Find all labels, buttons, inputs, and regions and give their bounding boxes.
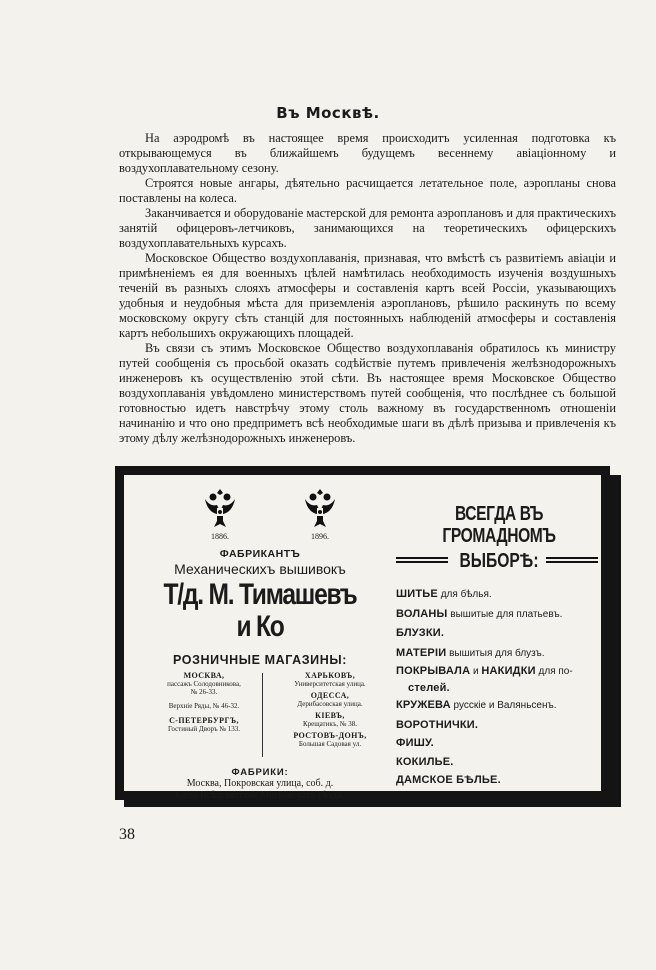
store-address: пассажъ Солодовникова,: [167, 680, 241, 688]
slogan-top: ВСЕГДА ВЪ ГРОМАДНОМЪ: [442, 503, 556, 547]
decorative-rule-right: [546, 557, 598, 566]
goods-item: ВОЛАНЫ вышитые для платьевъ.: [396, 607, 563, 620]
goods-item: стелей.: [408, 682, 450, 694]
article-body: [119, 131, 616, 446]
store-list: [138, 671, 382, 767]
article-paragraph: Строятся новые ангары, дѣятельно расчищается летательное поле, аэропланы снова поставлены на колеса.: [119, 176, 616, 205]
decorative-rule-left: [396, 557, 448, 566]
store-address: № 26-33.: [190, 688, 218, 696]
store-city: ХАРЬКОВЪ,: [304, 671, 356, 680]
store-city: РОСТОВЪ-ДОНЪ,: [293, 731, 367, 740]
store-city: ОДЕССА,: [310, 691, 350, 700]
article-paragraph: На аэродромѣ въ настоящее время происходитъ усиленная подготовка къ открывающемуся въ ближайшемъ будущемъ весеннему авіаціонному и воздухоплавательному сезону.: [119, 131, 616, 175]
manufacturer-label: ФАБРИКАНТЪ: [219, 548, 301, 560]
emblem-year: 1886.: [211, 532, 229, 541]
goods-list: [396, 585, 602, 790]
factory-address: Москва, Покровская улица, соб. д.: [186, 778, 334, 789]
factories-header: ФАБРИКИ:: [231, 767, 289, 778]
double-headed-eagle-icon: [303, 487, 337, 531]
store-address: Верхніе Ряды, № 46-32.: [168, 702, 240, 710]
goods-item: ВОРОТНИЧКИ.: [396, 718, 479, 731]
goods-item: ДАМСКОЕ БѢЛЬЕ.: [396, 774, 501, 786]
store-city: С-ПЕТЕРБУРГЪ,: [169, 716, 239, 725]
store-address: Гостиный Дворъ № 133.: [167, 725, 241, 733]
goods-item: ПОКРЫВАЛА и НАКИДКИ для по-: [396, 665, 573, 677]
brand-name: Т/д. М. Тимашевъ и Ко: [163, 578, 357, 643]
slogan-bottom-row: [396, 549, 602, 575]
eagle-emblem-1896: [300, 487, 340, 541]
advertisement: [115, 466, 610, 800]
store-address: Большая Садовая ул.: [298, 740, 362, 748]
ad-shadow-right: [610, 475, 621, 807]
goods-item: БЛУЗКИ.: [396, 627, 445, 639]
store-address: Дерибасовская улица.: [297, 700, 363, 708]
goods-item: ФИШУ.: [396, 737, 434, 749]
double-headed-eagle-icon: [203, 487, 237, 531]
slogan-bottom: ВЫБОРѢ:: [459, 550, 539, 572]
store-city: МОСКВА,: [183, 671, 225, 680]
product-line: Механическихъ вышивокъ: [174, 561, 346, 577]
article-paragraph: Заканчивается и оборудованіе мастерской для ремонта аэроплановъ и для практическихъ занятій офицеровъ-летчиковъ, занимающихся на теоретическихъ офицерскихъ воздухоплавательныхъ курсахъ.: [119, 206, 616, 250]
goods-item: КОКИЛЬЕ.: [396, 755, 454, 768]
eagle-emblems: [138, 487, 382, 545]
goods-item: МАТЕРІИ вышитыя для блузъ.: [396, 646, 545, 659]
store-address: Университетская улица.: [294, 680, 366, 688]
store-column-left: [144, 671, 264, 733]
store-column-right: [270, 671, 390, 748]
factory-address: Село Всѣхсвятское Московскаго уѣзда.: [176, 790, 344, 801]
retail-stores-header: РОЗНИЧНЫЕ МАГАЗИНЫ:: [172, 653, 347, 667]
goods-item: ШИТЬЕ для бѣлья.: [396, 588, 492, 600]
store-city: КІЕВЪ,: [315, 711, 345, 720]
page-number: 38: [119, 826, 135, 843]
emblem-year: 1896.: [311, 532, 329, 541]
article-paragraph: Въ связи съ этимъ Московское Общество воздухоплаванія обратилось къ министру путей сообщенія съ просьбой оказать содѣйствіе путемъ привлеченія желѣзнодорожныхъ инженеровъ къ осуществленію этой сѣти. Въ настоящее время Московское Общество воздухоплаванія увѣдомлено министерствомъ путей сообщенія, что послѣднее съ большой готовностью идетъ навстрѣчу этому столь важному въ государственномъ отношеніи начинанію и что оно предприметъ всѣ необходимые шаги въ дѣлѣ призыва и привлеченія къ этому дѣлу желѣзнодорожныхъ инженеровъ.: [119, 341, 616, 445]
ad-left-column: [138, 487, 382, 802]
article-paragraph: Московское Общество воздухоплаванія, признавая, что вмѣстѣ съ развитіемъ авіаціи и примѣненіемъ ея для военныхъ цѣлей намѣтилась необходимость изученія воздушныхъ теченій въ разныхъ слояхъ атмосферы и составленія картъ всей Россіи, указывающихъ удобныя и неудобныя мѣста для приземленія аэроплановъ, рѣшило раскинуть по всему московскому округу сѣть станцій для постоянныхъ наблюденій атмосферы и составленія картъ небольшихъ окружающихъ площадей.: [119, 251, 616, 340]
goods-item: КРУЖЕВА русскіе и Валяньсенъ.: [396, 699, 557, 711]
store-address: Крещатикъ, № 38.: [302, 720, 358, 728]
article-title: Въ Москвѣ.: [276, 104, 380, 122]
ad-right-column: [396, 503, 602, 790]
eagle-emblem-1886: [200, 487, 240, 541]
